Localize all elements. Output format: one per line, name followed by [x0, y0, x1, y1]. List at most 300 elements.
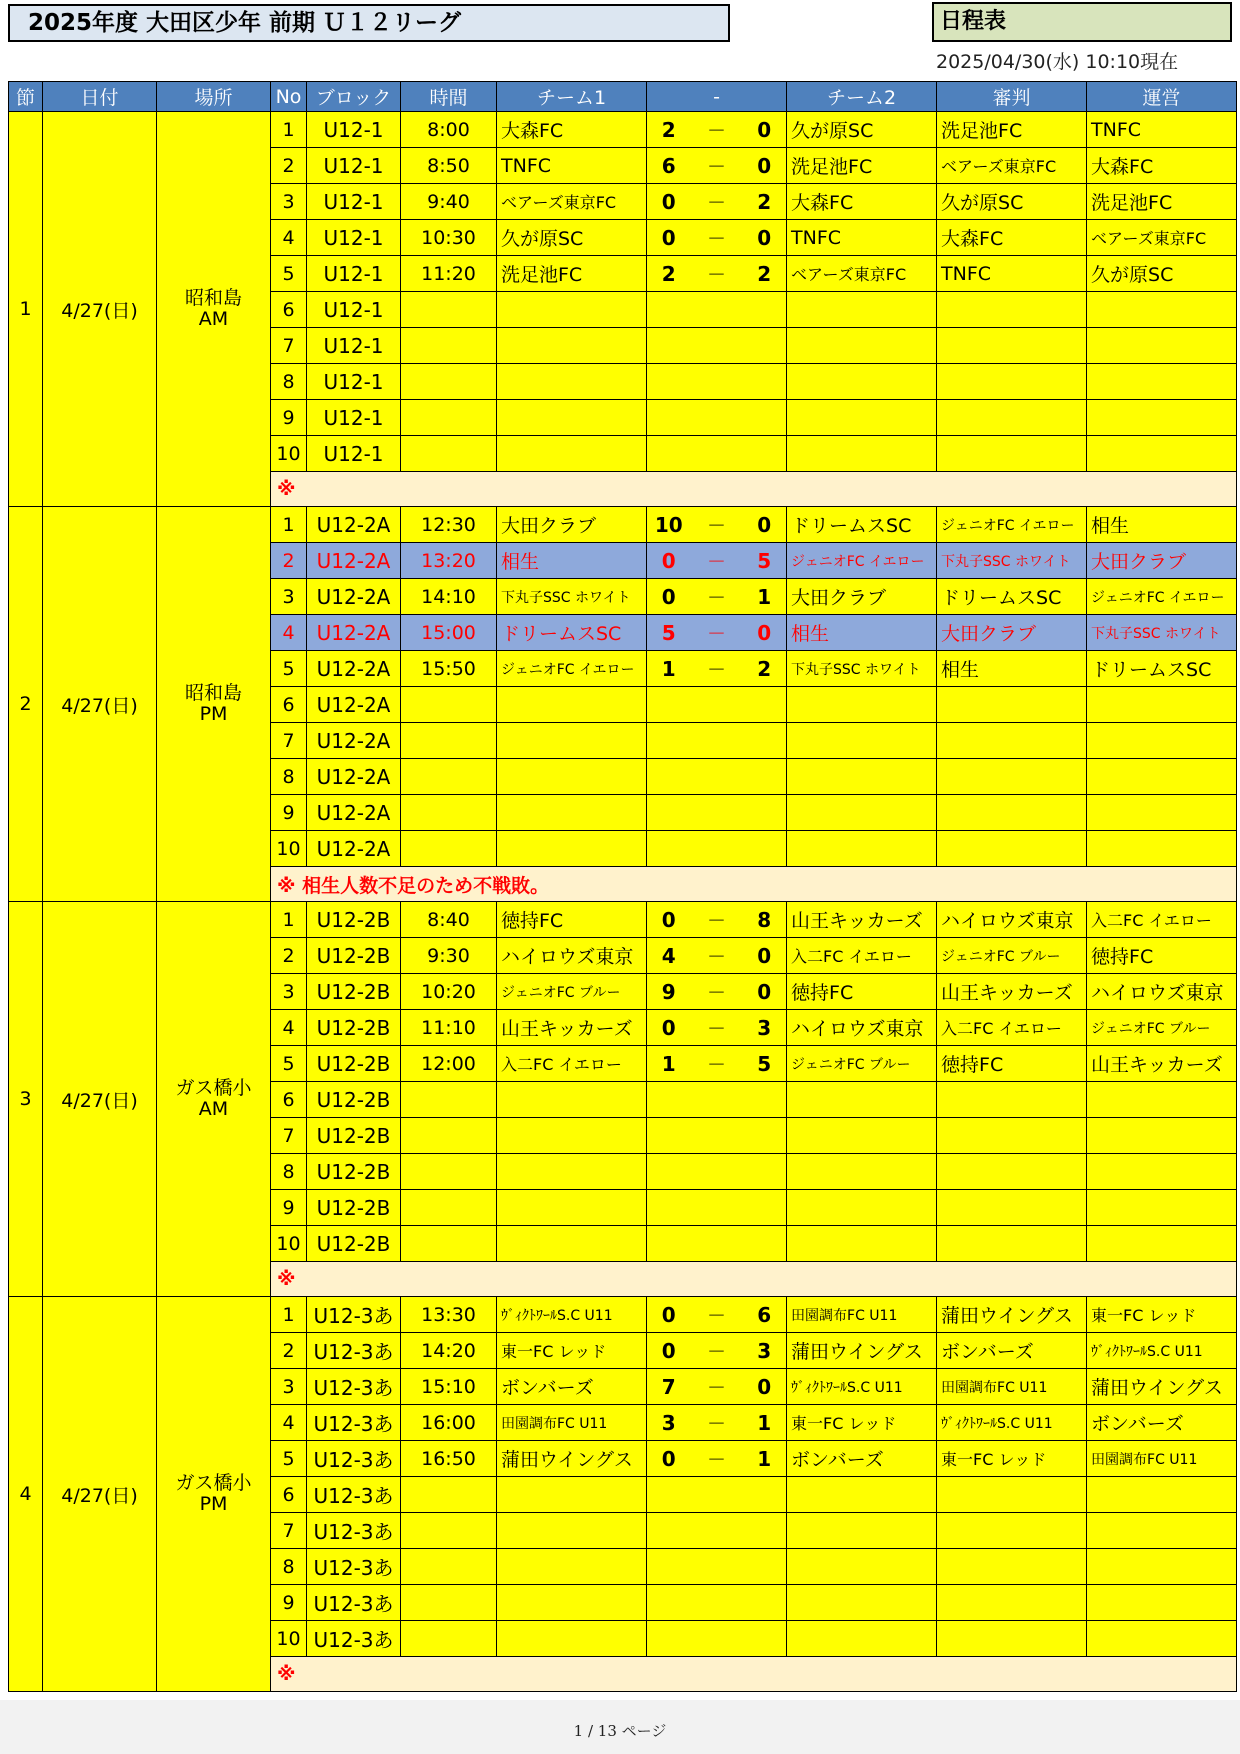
operation-cell: ｳﾞｨｸﾄﾜｰﾙS.C U11: [1087, 1333, 1237, 1369]
match-no-cell: 6: [271, 687, 307, 723]
score2-cell: 0: [743, 220, 787, 256]
time-cell: 10:30: [401, 220, 497, 256]
col-header-score: -: [647, 82, 787, 112]
match-no-cell: 4: [271, 220, 307, 256]
team2-cell: [787, 759, 937, 795]
score2-cell: [743, 687, 787, 723]
block-cell: U12-1: [307, 184, 401, 220]
score2-cell: 0: [743, 615, 787, 651]
team1-cell: [497, 1621, 647, 1657]
referee-cell: 大森FC: [937, 220, 1087, 256]
score-dash: [691, 1190, 743, 1226]
operation-cell: [1087, 1549, 1237, 1585]
operation-cell: [1087, 1513, 1237, 1549]
team1-cell: ドリームスSC: [497, 615, 647, 651]
score1-cell: 7: [647, 1369, 691, 1405]
score2-cell: 3: [743, 1333, 787, 1369]
score2-cell: [743, 328, 787, 364]
match-no-cell: 1: [271, 1297, 307, 1333]
team1-cell: [497, 1082, 647, 1118]
operation-cell: 大森FC: [1087, 148, 1237, 184]
score1-cell: [647, 436, 691, 472]
score2-cell: [743, 831, 787, 867]
col-header-team2: チーム2: [787, 82, 937, 112]
score1-cell: 2: [647, 256, 691, 292]
referee-cell: [937, 400, 1087, 436]
team2-cell: [787, 364, 937, 400]
venue-cell: [157, 1297, 271, 1692]
referee-cell: [937, 1585, 1087, 1621]
match-no-cell: 10: [271, 831, 307, 867]
match-no-cell: 3: [271, 1369, 307, 1405]
team2-cell: 下丸子SSC ホワイト: [787, 651, 937, 687]
date-cell: 4/27(日): [43, 1297, 157, 1692]
time-cell: 11:10: [401, 1010, 497, 1046]
block-cell: U12-1: [307, 256, 401, 292]
team2-cell: [787, 1118, 937, 1154]
score-dash: [691, 1226, 743, 1262]
score-dash: [691, 831, 743, 867]
team2-cell: TNFC: [787, 220, 937, 256]
score2-cell: 0: [743, 507, 787, 543]
team1-cell: TNFC: [497, 148, 647, 184]
score1-cell: [647, 795, 691, 831]
operation-cell: 大田クラブ: [1087, 543, 1237, 579]
score2-cell: 6: [743, 1297, 787, 1333]
block-cell: U12-2B: [307, 1190, 401, 1226]
team1-cell: ボンバーズ: [497, 1369, 647, 1405]
col-header-operation: 運営: [1087, 82, 1237, 112]
referee-cell: ハイロウズ東京: [937, 902, 1087, 938]
score-dash: [691, 400, 743, 436]
block-cell: U12-3あ: [307, 1549, 401, 1585]
col-header-time: 時間: [401, 82, 497, 112]
match-no-cell: 5: [271, 651, 307, 687]
block-cell: U12-2B: [307, 1118, 401, 1154]
block-cell: U12-3あ: [307, 1333, 401, 1369]
team1-cell: ジェニオFC ブルー: [497, 974, 647, 1010]
score2-cell: [743, 759, 787, 795]
score-dash: [691, 723, 743, 759]
score2-cell: [743, 436, 787, 472]
time-cell: [401, 1082, 497, 1118]
referee-cell: 下丸子SSC ホワイト: [937, 543, 1087, 579]
score2-cell: [743, 1549, 787, 1585]
match-no-cell: 3: [271, 579, 307, 615]
score2-cell: 2: [743, 184, 787, 220]
time-cell: [401, 1118, 497, 1154]
match-no-cell: 1: [271, 507, 307, 543]
referee-cell: 徳持FC: [937, 1046, 1087, 1082]
match-no-cell: 2: [271, 148, 307, 184]
score2-cell: [743, 1118, 787, 1154]
operation-cell: ジェニオFC ブルー: [1087, 1010, 1237, 1046]
operation-cell: [1087, 1621, 1237, 1657]
block-cell: U12-1: [307, 112, 401, 148]
match-no-cell: 4: [271, 1405, 307, 1441]
referee-cell: ｳﾞｨｸﾄﾜｰﾙS.C U11: [937, 1405, 1087, 1441]
venue-name: ガス橋小: [175, 1077, 252, 1099]
score2-cell: [743, 1621, 787, 1657]
time-cell: 14:20: [401, 1333, 497, 1369]
date-cell: 4/27(日): [43, 112, 157, 507]
team2-cell: [787, 1621, 937, 1657]
time-cell: 8:00: [401, 112, 497, 148]
score-dash: [691, 436, 743, 472]
score2-cell: 2: [743, 256, 787, 292]
score1-cell: 0: [647, 1010, 691, 1046]
score-dash: －: [691, 507, 743, 543]
col-header-date: 日付: [43, 82, 157, 112]
team2-cell: 蒲田ウイングス: [787, 1333, 937, 1369]
operation-cell: ボンバーズ: [1087, 1405, 1237, 1441]
score1-cell: [647, 1477, 691, 1513]
score2-cell: [743, 364, 787, 400]
match-no-cell: 8: [271, 759, 307, 795]
time-cell: 8:50: [401, 148, 497, 184]
score-dash: －: [691, 1441, 743, 1477]
operation-cell: [1087, 436, 1237, 472]
team2-cell: [787, 1154, 937, 1190]
block-cell: U12-1: [307, 364, 401, 400]
score-dash: －: [691, 974, 743, 1010]
match-no-cell: 2: [271, 543, 307, 579]
score-dash: －: [691, 543, 743, 579]
block-cell: U12-3あ: [307, 1621, 401, 1657]
block-cell: U12-2A: [307, 795, 401, 831]
match-no-cell: 1: [271, 112, 307, 148]
match-no-cell: 3: [271, 974, 307, 1010]
team2-cell: ベアーズ東京FC: [787, 256, 937, 292]
block-cell: U12-3あ: [307, 1441, 401, 1477]
score2-cell: 5: [743, 1046, 787, 1082]
page-indicator: 1 / 13 ページ: [573, 1722, 667, 1740]
venue-session: AM: [198, 308, 229, 330]
score-dash: [691, 1154, 743, 1190]
score1-cell: 0: [647, 1297, 691, 1333]
table-row: [9, 1297, 1237, 1333]
score2-cell: 1: [743, 1441, 787, 1477]
operation-cell: [1087, 400, 1237, 436]
score-dash: －: [691, 1297, 743, 1333]
setsu-cell: 3: [9, 902, 43, 1297]
match-no-cell: 5: [271, 1441, 307, 1477]
match-no-cell: 6: [271, 1082, 307, 1118]
time-cell: [401, 364, 497, 400]
match-no-cell: 2: [271, 1333, 307, 1369]
score1-cell: [647, 400, 691, 436]
operation-cell: ジェニオFC イエロー: [1087, 579, 1237, 615]
operation-cell: 下丸子SSC ホワイト: [1087, 615, 1237, 651]
match-no-cell: 6: [271, 292, 307, 328]
team1-cell: [497, 1549, 647, 1585]
score2-cell: [743, 723, 787, 759]
score1-cell: 0: [647, 220, 691, 256]
note-cell: ※ 相生人数不足のため不戦敗。: [271, 867, 1237, 902]
match-no-cell: 9: [271, 1190, 307, 1226]
referee-cell: [937, 436, 1087, 472]
team1-cell: [497, 795, 647, 831]
match-no-cell: 8: [271, 364, 307, 400]
match-no-cell: 7: [271, 328, 307, 364]
referee-cell: [937, 795, 1087, 831]
table-row: [9, 507, 1237, 543]
operation-cell: [1087, 759, 1237, 795]
score1-cell: 0: [647, 902, 691, 938]
venue-cell: [157, 902, 271, 1297]
block-cell: U12-1: [307, 400, 401, 436]
team2-cell: ドリームスSC: [787, 507, 937, 543]
time-cell: 16:50: [401, 1441, 497, 1477]
team1-cell: [497, 328, 647, 364]
team2-cell: ジェニオFC ブルー: [787, 1046, 937, 1082]
col-header-referee: 審判: [937, 82, 1087, 112]
score-dash: [691, 292, 743, 328]
team2-cell: [787, 795, 937, 831]
team1-cell: 山王キッカーズ: [497, 1010, 647, 1046]
referee-cell: ジェニオFC イエロー: [937, 507, 1087, 543]
operation-cell: [1087, 1154, 1237, 1190]
score1-cell: [647, 328, 691, 364]
time-cell: 10:20: [401, 974, 497, 1010]
team1-cell: 田園調布FC U11: [497, 1405, 647, 1441]
block-cell: U12-2B: [307, 1046, 401, 1082]
block-cell: U12-2A: [307, 831, 401, 867]
page-title: 2025年度 大田区少年 前期 Ｕ１２リーグ: [8, 4, 730, 42]
referee-cell: ドリームスSC: [937, 579, 1087, 615]
team1-cell: ジェニオFC イエロー: [497, 651, 647, 687]
note-cell: ※: [271, 1262, 1237, 1297]
score1-cell: 9: [647, 974, 691, 1010]
time-cell: [401, 1549, 497, 1585]
block-cell: U12-2A: [307, 651, 401, 687]
team1-cell: 入二FC イエロー: [497, 1046, 647, 1082]
score-dash: －: [691, 1405, 743, 1441]
time-cell: [401, 687, 497, 723]
match-no-cell: 5: [271, 256, 307, 292]
team2-cell: 洗足池FC: [787, 148, 937, 184]
time-cell: 15:50: [401, 651, 497, 687]
time-cell: [401, 1513, 497, 1549]
score2-cell: 0: [743, 1369, 787, 1405]
score-dash: [691, 687, 743, 723]
referee-cell: 久が原SC: [937, 184, 1087, 220]
time-cell: 12:30: [401, 507, 497, 543]
operation-cell: ベアーズ東京FC: [1087, 220, 1237, 256]
match-no-cell: 4: [271, 1010, 307, 1046]
score2-cell: [743, 1154, 787, 1190]
score-dash: [691, 1477, 743, 1513]
operation-cell: ドリームスSC: [1087, 651, 1237, 687]
team1-cell: ｳﾞｨｸﾄﾜｰﾙS.C U11: [497, 1297, 647, 1333]
score1-cell: [647, 1585, 691, 1621]
score2-cell: 8: [743, 902, 787, 938]
operation-cell: 蒲田ウイングス: [1087, 1369, 1237, 1405]
time-cell: [401, 759, 497, 795]
score-dash: [691, 759, 743, 795]
team2-cell: [787, 1477, 937, 1513]
team1-cell: [497, 364, 647, 400]
score2-cell: [743, 1585, 787, 1621]
referee-cell: [937, 1477, 1087, 1513]
referee-cell: ジェニオFC ブルー: [937, 938, 1087, 974]
setsu-cell: 1: [9, 112, 43, 507]
operation-cell: [1087, 723, 1237, 759]
referee-cell: [937, 1513, 1087, 1549]
operation-cell: [1087, 1082, 1237, 1118]
referee-cell: [937, 1190, 1087, 1226]
operation-cell: [1087, 1190, 1237, 1226]
block-cell: U12-2A: [307, 543, 401, 579]
team2-cell: 徳持FC: [787, 974, 937, 1010]
score2-cell: 0: [743, 974, 787, 1010]
team2-cell: [787, 328, 937, 364]
operation-cell: 洗足池FC: [1087, 184, 1237, 220]
operation-cell: 久が原SC: [1087, 256, 1237, 292]
match-no-cell: 9: [271, 400, 307, 436]
time-cell: 9:30: [401, 938, 497, 974]
referee-cell: [937, 1118, 1087, 1154]
score1-cell: [647, 687, 691, 723]
block-cell: U12-1: [307, 148, 401, 184]
score1-cell: 0: [647, 184, 691, 220]
venue-cell: [157, 112, 271, 507]
block-cell: U12-3あ: [307, 1369, 401, 1405]
score2-cell: [743, 1513, 787, 1549]
score1-cell: [647, 831, 691, 867]
block-cell: U12-2A: [307, 579, 401, 615]
score-dash: [691, 1585, 743, 1621]
team2-cell: ｳﾞｨｸﾄﾜｰﾙS.C U11: [787, 1369, 937, 1405]
time-cell: [401, 1477, 497, 1513]
operation-cell: 入二FC イエロー: [1087, 902, 1237, 938]
block-cell: U12-2A: [307, 723, 401, 759]
block-cell: U12-1: [307, 292, 401, 328]
operation-cell: ハイロウズ東京: [1087, 974, 1237, 1010]
operation-cell: [1087, 1226, 1237, 1262]
team1-cell: [497, 1585, 647, 1621]
team2-cell: 田園調布FC U11: [787, 1297, 937, 1333]
operation-cell: [1087, 328, 1237, 364]
date-cell: 4/27(日): [43, 902, 157, 1297]
score-dash: [691, 1082, 743, 1118]
time-cell: [401, 292, 497, 328]
score-dash: [691, 795, 743, 831]
team2-cell: [787, 723, 937, 759]
score1-cell: 3: [647, 1405, 691, 1441]
time-cell: 11:20: [401, 256, 497, 292]
team1-cell: 下丸子SSC ホワイト: [497, 579, 647, 615]
team2-cell: [787, 1082, 937, 1118]
col-header-block: ブロック: [307, 82, 401, 112]
referee-cell: [937, 328, 1087, 364]
time-cell: [401, 723, 497, 759]
team2-cell: ジェニオFC イエロー: [787, 543, 937, 579]
match-no-cell: 8: [271, 1154, 307, 1190]
score2-cell: [743, 400, 787, 436]
team1-cell: 久が原SC: [497, 220, 647, 256]
time-cell: [401, 1585, 497, 1621]
setsu-cell: 2: [9, 507, 43, 902]
referee-cell: [937, 687, 1087, 723]
match-no-cell: 5: [271, 1046, 307, 1082]
col-header-no: No: [271, 82, 307, 112]
team1-cell: 徳持FC: [497, 902, 647, 938]
score2-cell: [743, 1226, 787, 1262]
team2-cell: 相生: [787, 615, 937, 651]
score-dash: [691, 1549, 743, 1585]
referee-cell: TNFC: [937, 256, 1087, 292]
team1-cell: [497, 759, 647, 795]
match-no-cell: 4: [271, 615, 307, 651]
block-cell: U12-1: [307, 436, 401, 472]
referee-cell: [937, 759, 1087, 795]
referee-cell: [937, 1226, 1087, 1262]
referee-cell: [937, 723, 1087, 759]
operation-cell: TNFC: [1087, 112, 1237, 148]
score1-cell: [647, 1190, 691, 1226]
score-dash: －: [691, 184, 743, 220]
block-cell: U12-2B: [307, 1226, 401, 1262]
team2-cell: 山王キッカーズ: [787, 902, 937, 938]
referee-cell: 相生: [937, 651, 1087, 687]
venue-cell: [157, 507, 271, 902]
score2-cell: [743, 1477, 787, 1513]
referee-cell: [937, 1082, 1087, 1118]
match-no-cell: 10: [271, 1621, 307, 1657]
operation-cell: 徳持FC: [1087, 938, 1237, 974]
score1-cell: [647, 1082, 691, 1118]
team2-cell: [787, 1585, 937, 1621]
block-cell: U12-2A: [307, 615, 401, 651]
team1-cell: [497, 292, 647, 328]
match-no-cell: 7: [271, 723, 307, 759]
time-cell: 12:00: [401, 1046, 497, 1082]
team2-cell: [787, 1549, 937, 1585]
venue-name: 昭和島: [184, 682, 242, 704]
time-cell: [401, 436, 497, 472]
time-cell: [401, 1226, 497, 1262]
score-dash: [691, 364, 743, 400]
block-cell: U12-3あ: [307, 1585, 401, 1621]
referee-cell: 山王キッカーズ: [937, 974, 1087, 1010]
col-header-venue: 場所: [157, 82, 271, 112]
referee-cell: 洗足池FC: [937, 112, 1087, 148]
team2-cell: [787, 831, 937, 867]
score1-cell: 6: [647, 148, 691, 184]
operation-cell: [1087, 831, 1237, 867]
time-cell: 15:10: [401, 1369, 497, 1405]
score2-cell: 3: [743, 1010, 787, 1046]
referee-cell: ベアーズ東京FC: [937, 148, 1087, 184]
block-cell: U12-2B: [307, 1154, 401, 1190]
block-cell: U12-2A: [307, 507, 401, 543]
block-cell: U12-2B: [307, 1082, 401, 1118]
score-dash: －: [691, 1333, 743, 1369]
time-cell: 13:20: [401, 543, 497, 579]
score1-cell: 10: [647, 507, 691, 543]
team2-cell: ハイロウズ東京: [787, 1010, 937, 1046]
time-cell: [401, 400, 497, 436]
score-dash: －: [691, 938, 743, 974]
col-header-team1: チーム1: [497, 82, 647, 112]
score1-cell: 4: [647, 938, 691, 974]
venue-name: ガス橋小: [175, 1472, 252, 1494]
time-cell: 8:40: [401, 902, 497, 938]
block-cell: U12-3あ: [307, 1477, 401, 1513]
score-dash: －: [691, 651, 743, 687]
team2-cell: 久が原SC: [787, 112, 937, 148]
